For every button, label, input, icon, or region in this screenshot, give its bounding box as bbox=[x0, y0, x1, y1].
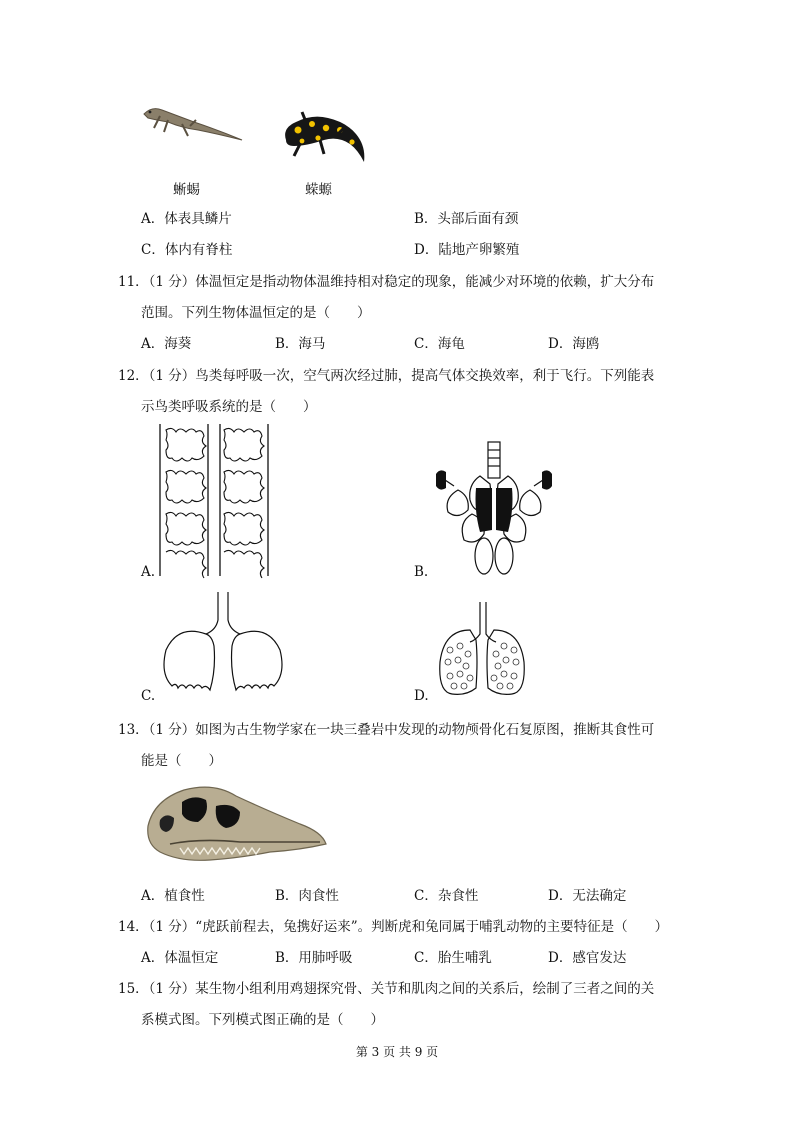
skull-fossil-image bbox=[140, 780, 330, 866]
q14-option-b[interactable]: B．用肺呼吸 bbox=[275, 950, 353, 966]
q12-option-c-label[interactable]: C. bbox=[141, 688, 156, 704]
q13-option-d[interactable]: D．无法确定 bbox=[548, 888, 627, 904]
q13-option-a[interactable]: A．植食性 bbox=[141, 888, 205, 904]
q11-option-a[interactable]: A．海葵 bbox=[141, 336, 192, 352]
q10-option-b[interactable]: B．头部后面有颈 bbox=[414, 211, 519, 227]
q10-option-d[interactable]: D．陆地产卵繁殖 bbox=[414, 242, 520, 258]
q14-stem-line1: 14．（1 分）“虎跃前程去，兔携好运来”。判断虎和兔同属于哺乳动物的主要特征是（ ） bbox=[118, 919, 669, 935]
page-number-footer: 第 3 页 共 9 页 bbox=[355, 1045, 439, 1059]
salamander-caption: 蝾螈 bbox=[305, 182, 332, 198]
q12-diagram-b bbox=[434, 440, 554, 576]
q15-stem-line2: 系模式图。下列模式图正确的是（ ） bbox=[141, 1012, 384, 1028]
q12-option-b-label[interactable]: B. bbox=[414, 564, 429, 580]
q11-option-b[interactable]: B．海马 bbox=[275, 336, 326, 352]
q13-stem-line2: 能是（ ） bbox=[141, 753, 222, 769]
q11-option-c[interactable]: C．海龟 bbox=[414, 336, 465, 352]
q11-stem-line2: 范围。下列生物体温恒定的是（ ） bbox=[141, 305, 371, 321]
q13-stem-line1: 13．（1 分）如图为古生物学家在一块三叠岩中发现的动物颅骨化石复原图，推断其食性可 bbox=[118, 722, 655, 738]
q10-option-c[interactable]: C．体内有脊柱 bbox=[141, 242, 233, 258]
q13-option-c[interactable]: C．杂食性 bbox=[414, 888, 479, 904]
q10-option-a[interactable]: A．体表具鳞片 bbox=[141, 211, 232, 227]
q11-stem-line1: 11．（1 分）体温恒定是指动物体温维持相对稳定的现象，能减少对环境的依赖，扩大分布 bbox=[118, 274, 655, 290]
q12-diagram-a bbox=[158, 424, 270, 576]
q13-option-b[interactable]: B．肉食性 bbox=[275, 888, 339, 904]
q12-diagram-d bbox=[436, 600, 528, 700]
q12-option-a-label[interactable]: A. bbox=[141, 564, 156, 580]
q12-option-d-label[interactable]: D. bbox=[414, 688, 429, 704]
lizard-image bbox=[138, 100, 248, 150]
salamander-image bbox=[276, 100, 372, 170]
q14-option-d[interactable]: D．感官发达 bbox=[548, 950, 627, 966]
q14-option-a[interactable]: A．体温恒定 bbox=[141, 950, 219, 966]
q11-option-d[interactable]: D．海鸥 bbox=[548, 336, 600, 352]
q15-stem-line1: 15．（1 分）某生物小组利用鸡翅探究骨、关节和肌肉之间的关系后，绘制了三者之间的关 bbox=[118, 981, 655, 997]
q12-diagram-c bbox=[158, 590, 288, 700]
q14-option-c[interactable]: C．胎生哺乳 bbox=[414, 950, 492, 966]
lizard-caption: 蜥蜴 bbox=[173, 182, 200, 198]
q12-stem-line2: 示鸟类呼吸系统的是（ ） bbox=[141, 399, 317, 415]
q12-stem-line1: 12．（1 分）鸟类每呼吸一次，空气两次经过肺，提高气体交换效率，利于飞行。下列能表 bbox=[118, 368, 655, 384]
